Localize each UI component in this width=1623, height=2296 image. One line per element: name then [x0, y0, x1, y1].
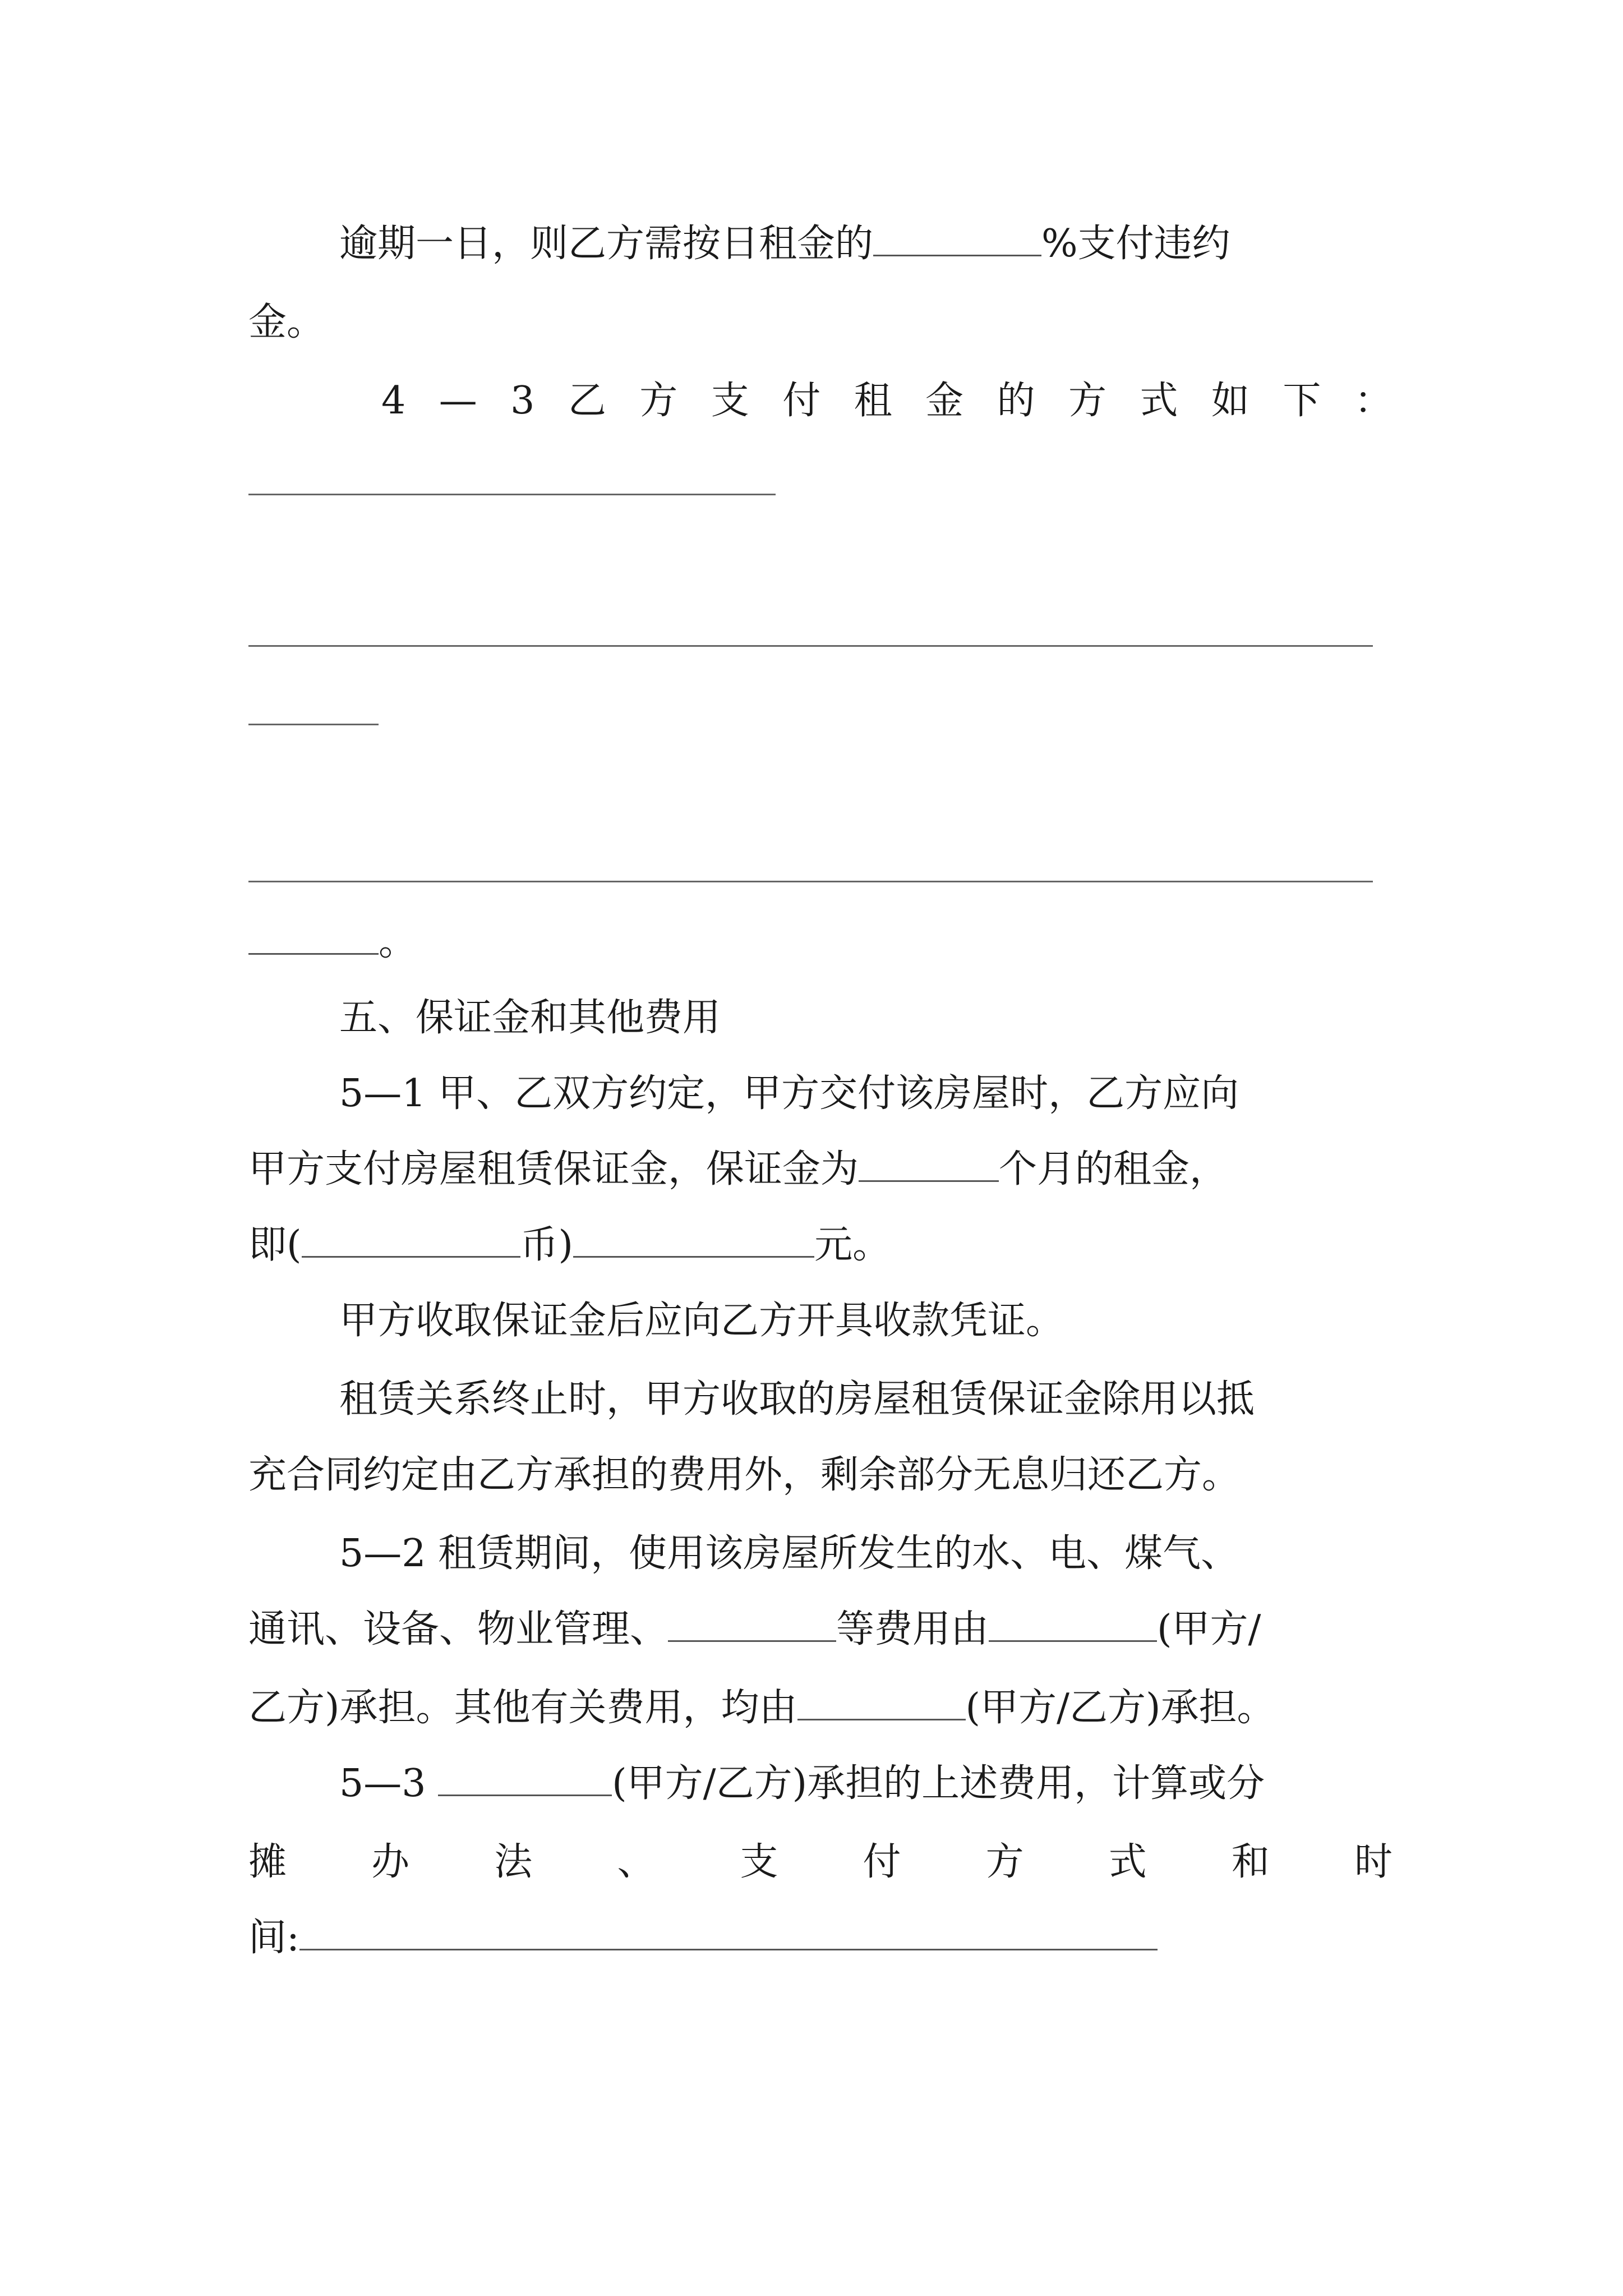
line-5-2	[339, 1523, 1393, 1585]
char: 和	[1231, 1840, 1270, 1884]
section-five-title: 五、保证金和其他费用	[339, 996, 721, 1040]
line-19	[248, 1832, 1393, 1893]
line-10-text-a: 甲方支付房屋租赁保证金，保证金为	[248, 1147, 859, 1191]
char: 如	[1211, 379, 1249, 423]
line-2-text: 金。	[248, 300, 325, 344]
char: 付	[863, 1840, 901, 1884]
char: 3	[510, 379, 535, 423]
line-5-1-text: 5—1 甲、乙双方约定，甲方交付该房屋时，乙方应向	[339, 1071, 1239, 1116]
char: 摊	[248, 1840, 287, 1884]
blank-currency	[302, 1223, 520, 1258]
char: —	[439, 379, 477, 423]
char: 方	[1068, 379, 1107, 423]
line-16-text-a: 通讯、设备、物业管理、	[248, 1607, 668, 1651]
blank-months	[859, 1148, 999, 1182]
char: 办	[371, 1840, 410, 1884]
char: 时	[1354, 1840, 1393, 1884]
line-5-2-text: 5—2 租赁期间，使用该房屋所发生的水、电、煤气、	[339, 1531, 1239, 1576]
char: 支	[711, 379, 749, 423]
line-10	[248, 1139, 1393, 1200]
char: 法	[494, 1840, 533, 1884]
blank-rule	[248, 724, 379, 725]
line-11-text-b: 币)	[520, 1223, 574, 1267]
line-7-text: 。	[379, 920, 417, 964]
char: 、	[617, 1840, 656, 1884]
line-5-3-text-b: (甲方/乙方)承担的上述费用，计算或分	[612, 1761, 1265, 1806]
line-20-text: 间:	[248, 1916, 299, 1960]
line-14-text: 充合同约定由乙方承担的费用外，剩余部分无息归还乙方。	[248, 1453, 1241, 1497]
line-16-text-c: (甲方/	[1157, 1607, 1261, 1651]
line-2	[248, 292, 1393, 353]
blank-rule	[248, 881, 1373, 882]
char: 式	[1140, 379, 1178, 423]
char: 方	[985, 1840, 1024, 1884]
blank-party	[438, 1762, 612, 1796]
char: 方	[639, 379, 678, 423]
line-1	[339, 213, 1393, 275]
char: 金	[925, 379, 964, 423]
line-20	[248, 1907, 1393, 1969]
blank-rule	[248, 494, 776, 495]
line-17	[248, 1677, 1393, 1739]
line-12	[339, 1290, 1393, 1352]
char: 的	[997, 379, 1035, 423]
char: 式	[1108, 1840, 1147, 1884]
char: 下	[1283, 379, 1321, 423]
line-16-text-b: 等费用由	[836, 1607, 989, 1651]
line-5-3-text-a: 5—3	[339, 1761, 426, 1806]
line-17-text-a: 乙方)承担。其他有关费用，均由	[248, 1686, 797, 1730]
char: ：	[1354, 379, 1393, 423]
char: 支	[740, 1840, 778, 1884]
section-five-heading	[339, 987, 1393, 1049]
blank-rule	[248, 645, 1373, 647]
line-1-text-b: %支付违约	[1041, 222, 1230, 266]
line-13	[339, 1369, 1393, 1430]
line-13-text: 租赁关系终止时，甲方收取的房屋租赁保证金除用以抵	[339, 1377, 1255, 1421]
blank-party	[989, 1608, 1157, 1642]
line-14	[248, 1444, 1393, 1506]
line-5-1	[339, 1063, 1393, 1125]
blank-rule	[248, 921, 379, 955]
line-5-3	[339, 1753, 1393, 1815]
line-4-3-heading	[381, 370, 1393, 432]
char: 乙	[568, 379, 606, 423]
line-11	[248, 1214, 1393, 1276]
blank-method-time	[299, 1916, 1158, 1950]
char: 4	[381, 379, 406, 423]
blank-fee-item	[668, 1608, 836, 1642]
line-16	[248, 1599, 1393, 1660]
char: 付	[782, 379, 821, 423]
line-10-text-b: 个月的租金，	[999, 1147, 1228, 1191]
line-7	[248, 912, 1393, 973]
line-17-text-b: (甲方/乙方)承担。	[965, 1686, 1275, 1730]
blank-penalty-percent	[873, 222, 1041, 256]
blank-party	[797, 1686, 966, 1720]
char: 租	[854, 379, 892, 423]
line-1-text-a: 逾期一日，则乙方需按日租金的	[339, 222, 874, 266]
line-12-text: 甲方收取保证金后应向乙方开具收款凭证。	[339, 1299, 1064, 1343]
blank-amount	[573, 1223, 814, 1258]
line-11-text-c: 元。	[814, 1223, 891, 1267]
line-11-text-a: 即(	[248, 1223, 302, 1267]
